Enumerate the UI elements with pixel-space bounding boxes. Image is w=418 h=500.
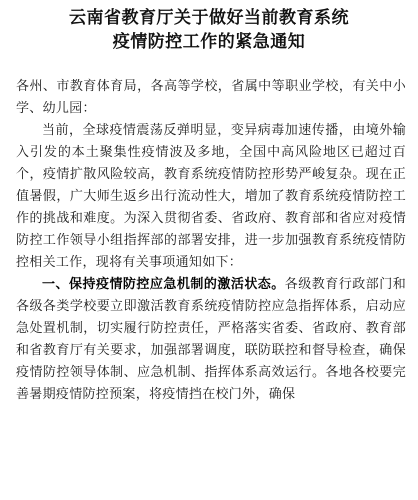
title-spacer xyxy=(0,54,418,76)
section-1-paragraph xyxy=(0,274,418,406)
document-title-line-2: 疫情防控工作的紧急通知 xyxy=(112,32,306,52)
intro-paragraph: 当前，全球疫情震荡反弹明显，变异病毒加速传播，由境外输入引发的本土聚集性疫情波及多地，全国中高风险地区已超过百个，疫情扩散风险较高，教育系统疫情防控形势严峻复杂。现在正值暑假，广大师生返乡出行流动性大，增加了教育系统疫情防控工作的挑战和难度。为深入贯彻省委、省政府、教育部和省应对疫情防控工作领导小组指挥部的部署安排，进一步加强教育系统疫情防控相关工作，现将有关事项通知如下： xyxy=(16,123,406,270)
document-title-line-1: 云南省教育厅关于做好当前教育系统 xyxy=(69,8,349,28)
section-1-body: 各级教育行政部门和各级各类学校要立即激活教育系统疫情防控应急指挥体系，启动应急处置机制，切实履行防控责任，严格落实省委、省政府、教育部和省教育厅有关要求，加强部署调度，联防联控和督导检查，确保疫情防控领导体制、应急机制、指挥体系高效运行。各地各校要完善暑期疫情防控预案，将疫情挡在校门外，确保 xyxy=(16,277,407,402)
section-1-heading: 一、保持疫情防控应急机制的激活状态。 xyxy=(42,277,285,292)
addressee: 各州、市教育体育局，各高等学校，省属中等职业学校，有关中小学、幼儿园： xyxy=(16,79,406,116)
